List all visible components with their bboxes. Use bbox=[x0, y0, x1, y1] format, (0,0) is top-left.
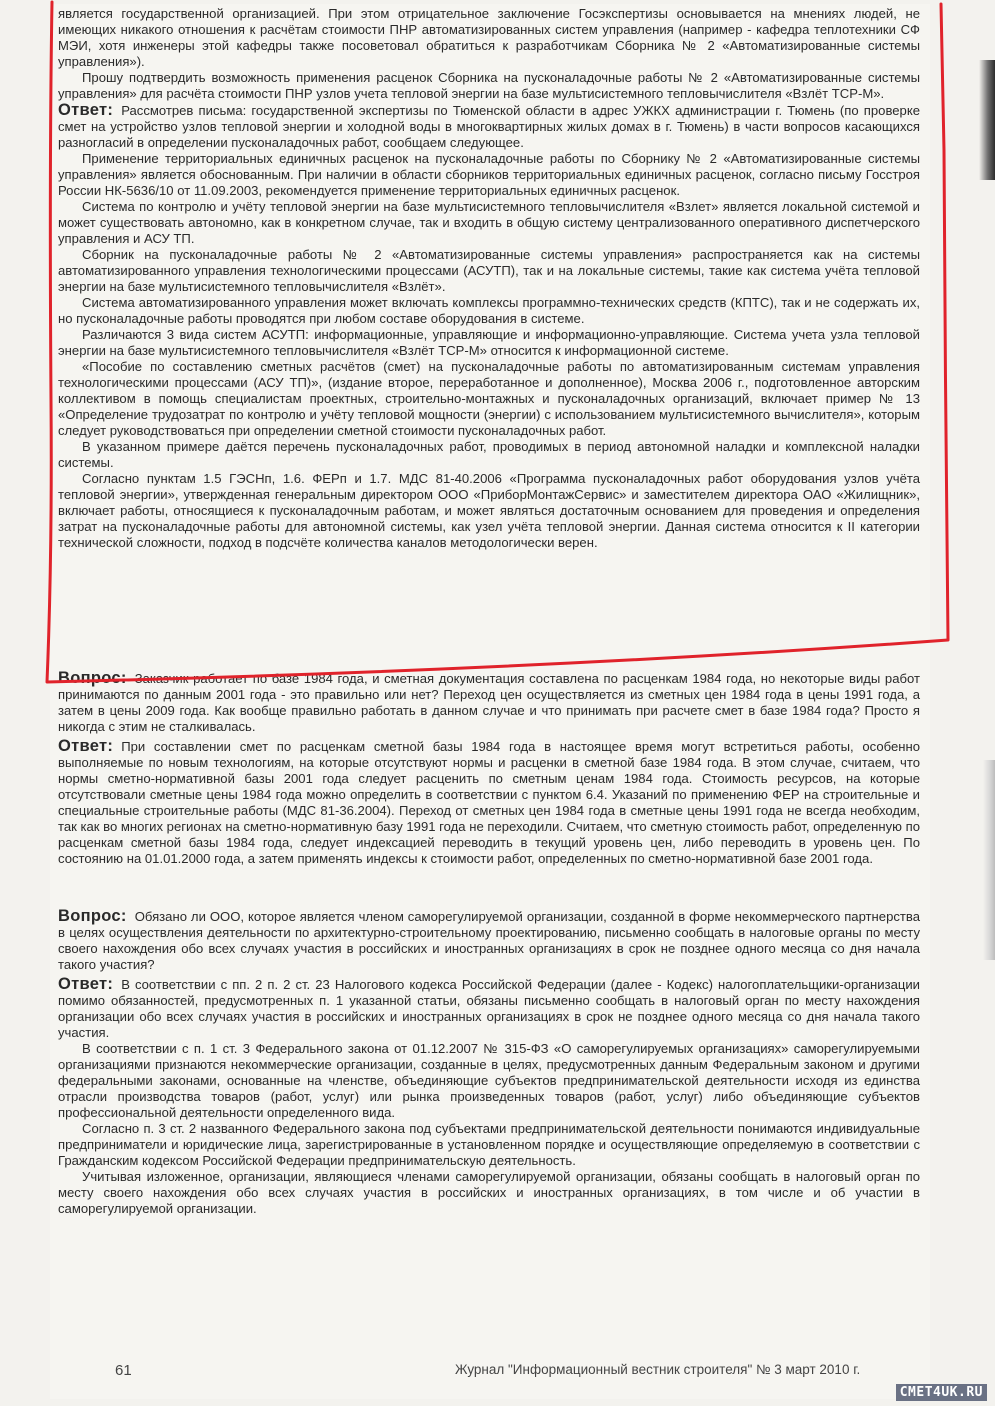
scan-edge-shadow bbox=[979, 60, 995, 180]
paragraph: Применение территориальных единичных расценок на пусконаладочные работы по Сборнику № 2 «Автоматизированные системы управления» является обоснованным. При наличии в области сборников территориальных единичных расценок, согласно письму Госстроя России НК-5636/10 от 11.09.2003, рекомендуется применение территориальных единичных расценок. bbox=[58, 151, 920, 198]
question-label: Вопрос: bbox=[58, 669, 127, 687]
paragraph: «Пособие по составлению сметных расчётов (смет) на пусконаладочные работы по автоматизированным системам управления технологическими процессами (АСУ ТП)», (издание второе, переработанное и дополненное), Москва 2006 г., подготовленное авторским коллективом в помощь специалистам проектных, строительно-монтажных и пусконаладочных организаций, включает пример № 13 «Определение трудозатрат по контролю и учёту тепловой мощности (энергии) с использованием мультисистемного вычислителя», которым следует руководствоваться при определении сметной стоимости пусконаладочных работ. bbox=[58, 359, 920, 438]
paragraph: Согласно п. 3 ст. 2 названного Федерального закона под субъектами предпринимательской деятельности понимаются индивидуальные предприниматели и юридические лица, зарегистрированные в установленном порядке и осуществляющие определяемую в соответствии с Гражданским кодексом Российской Федерации предпринимательскую деятельность. bbox=[58, 1121, 920, 1168]
page-number: 61 bbox=[115, 1362, 132, 1379]
paragraph: Система автоматизированного управления может включать комплексы программно-технических средств (КПТС), так и не содержать их, но пусконаладочные работы проводятся при любом составе оборудования в системе. bbox=[58, 295, 920, 326]
paragraph: Согласно пунктам 1.5 ГЭСНп, 1.6. ФЕРп и 1.7. МДС 81-40.2006 «Программа пусконаладочных работ оборудования узлов учёта тепловой энергии», утвержденная генеральным директором ООО «ПриборМонтажСервис» и заместителем директора ОАО «Жилищник», включает работы, относящиеся к пусконаладочным работам, и может являться достаточным основанием для проведения и определения затрат на пусконаладочные работы для автономной системы, как узел учёта тепловой энергии. Данная система относится к II категории технической сложности, подход в подсчёте количества каналов методологически верен. bbox=[58, 471, 920, 550]
question-text: Заказчик работает по базе 1984 года, и сметная документация составлена по расценкам 1984 года, но некоторые виды работ принимаются по данным 2001 года - это правильно или нет? Переход цен осуществляется из сметных цен 1984 года в цены 1991 года, а затем в цены 2009 года. Как вообще правильно работать в данном случае и что принимать при расчете смет в базе 1984 года? Просто я никогда с этим не сталкивалась. bbox=[58, 671, 920, 734]
answer-paragraph bbox=[58, 976, 920, 1041]
answer-text: Рассмотрев письма: государственной экспертизы по Тюменской области в адрес УЖКХ администрации г. Тюмень (по проверке смет на устройство узлов тепловой энергии и холодной воды в многоквартирных жилых домах в г. Тюмень) в части вопросов касающихся разногласий в определении пусконаладочных работ, сообщаем следующее. bbox=[58, 103, 920, 150]
paragraph: В соответствии с п. 1 ст. 3 Федерального закона от 01.12.2007 № 315-ФЗ «О саморегулируемых организациях» саморегулируемыми организациями признаются некоммерческие организации, созданные в целях, предусмотренных данным Федеральным законом и другими федеральными законами, основанные на членстве, объединяющие субъектов предпринимательской деятельности исходя из единства отрасли производства товаров (работ, услуг) или рынка произведенных товаров (работ, услуг) либо объединяющие субъектов профессиональной деятельности определенного вида. bbox=[58, 1041, 920, 1120]
question-text: Обязано ли ООО, которое является членом саморегулируемой организации, созданной в форме некоммерческого партнерства в целях осуществления деятельности по архитектурно-строительному проектированию, письменно сообщать в налоговые органы по месту своего нахождения обо всех случаях участия в российских и иностранных организациях в срок не позднее одного месяца со дня начала такого участия? bbox=[58, 909, 920, 972]
answer-text: В соответствии с пп. 2 п. 2 ст. 23 Налогового кодекса Российской Федерации (далее - Кодекс) налогоплательщики-организации помимо обязанностей, предусмотренных п. 1 указанной статьи, обязаны письменно сообщать в налоговый орган по месту нахождения организации обо всех случаях участия в российских и иностранных организациях в срок не позднее одного месяца со дня начала такого участия. bbox=[58, 977, 920, 1040]
paragraph: Сборник на пусконаладочные работы № 2 «Автоматизированные системы управления» распространяется как на системы автоматизированного управления технологическими процессами (АСУТП), так и на локальные системы, такие как система учёта тепловой энергии на базе мультисистемного тепловычислителя «Взлёт». bbox=[58, 247, 920, 294]
question-label: Вопрос: bbox=[58, 907, 127, 925]
answer-label: Ответ: bbox=[58, 737, 114, 755]
paragraph: Различаются 3 вида систем АСУТП: информационные, управляющие и информационно-управляющие. Система учета узла тепловой энергии на базе мультисистемного тепловычислителя «Взлёт ТСР-М» относится к информационной системе. bbox=[58, 327, 920, 358]
paragraph: Учитывая изложенное, организации, являющиеся членами саморегулируемой организации, обязаны сообщать в налоговый орган по месту своего нахождения обо всех случаях участия в российских и иностранных организациях, в том числе и об участии в саморегулируемой организации. bbox=[58, 1169, 920, 1216]
question-paragraph bbox=[58, 670, 920, 735]
answer-paragraph bbox=[58, 102, 920, 151]
paragraph: является государственной организацией. При этом отрицательное заключение Госэкспертизы основывается на мнениях людей, не имеющих никакого отношения к расчётам стоимости ПНР автоматизированных систем управления (например - кафедра теплотехники СФ МЭИ, хотя инженеры этой кафедры также посоветовал обратиться к разработчикам Сборника № 2 «Автоматизированные системы управления»). bbox=[58, 6, 920, 69]
qa-section-price-base bbox=[58, 670, 920, 867]
paragraph: В указанном примере даётся перечень пусконаладочных работ, проводимых в период автономной наладки и комплексной наладки системы. bbox=[58, 439, 920, 470]
answer-text: При составлении смет по расценкам сметной базы 1984 года в настоящее время могут встретиться работы, особенно выполняемые по новым технологиям, на которые отсутствуют нормы и расценки в сметной базе 1984 года. В этом случае, считаем, что нормы сметно-нормативной базы 2001 года следует расценить по сметным ценам 1984 года. Стоимость ресурсов, на которые отсутствовали сметные цены 1984 года можно определить в соответствии с пунктом 6.4. Указаний по применению ФЕР на строительные и специальные строительные работы (МДС 81-36.2004). Переход от сметных цен 1984 года в сметные цены 1991 года не всегда необходим, так как во многих регионах на сметно-нормативную базу 1991 года не переходили. Считаем, что сметную стоимость работ, определенную по расценкам сметной базы 1984 года, следует индексацией переводить в текущий уровень цен, либо переводить в уровень цен. По состоянию на 01.01.2000 года, а затем применять индексы к стоимости работ, определенных по сметно-нормативной базе 2001 года. bbox=[58, 739, 921, 866]
paragraph: Система по контролю и учёту тепловой энергии на базе мультисистемного тепловычислителя «Взлет» является локальной системой и может существовать автономно, как в конкретном случае, так и входить в общую систему централизованного оперативного диспетчерского управления и АСУ ТП. bbox=[58, 199, 920, 246]
answer-label: Ответ: bbox=[58, 101, 114, 119]
paragraph: Прошу подтвердить возможность применения расценок Сборника на пусконаладочные работы № 2 «Автоматизированные системы управления» для расчёта стоимости ПНР узлов учета тепловой энергии на базе мультисистемного тепловычислителя «Взлёт ТСР-М». bbox=[58, 70, 920, 101]
answer-paragraph bbox=[58, 738, 920, 867]
journal-footer: Журнал "Информационный вестник строителя" № 3 март 2010 г. bbox=[455, 1362, 861, 1377]
qa-section-sro bbox=[58, 908, 920, 1217]
question-paragraph bbox=[58, 908, 920, 973]
answer-section-circled bbox=[58, 6, 920, 551]
answer-label: Ответ: bbox=[58, 975, 114, 993]
scan-edge-shadow-lower bbox=[983, 760, 995, 960]
site-watermark: CMET4UK.RU bbox=[896, 1384, 987, 1401]
